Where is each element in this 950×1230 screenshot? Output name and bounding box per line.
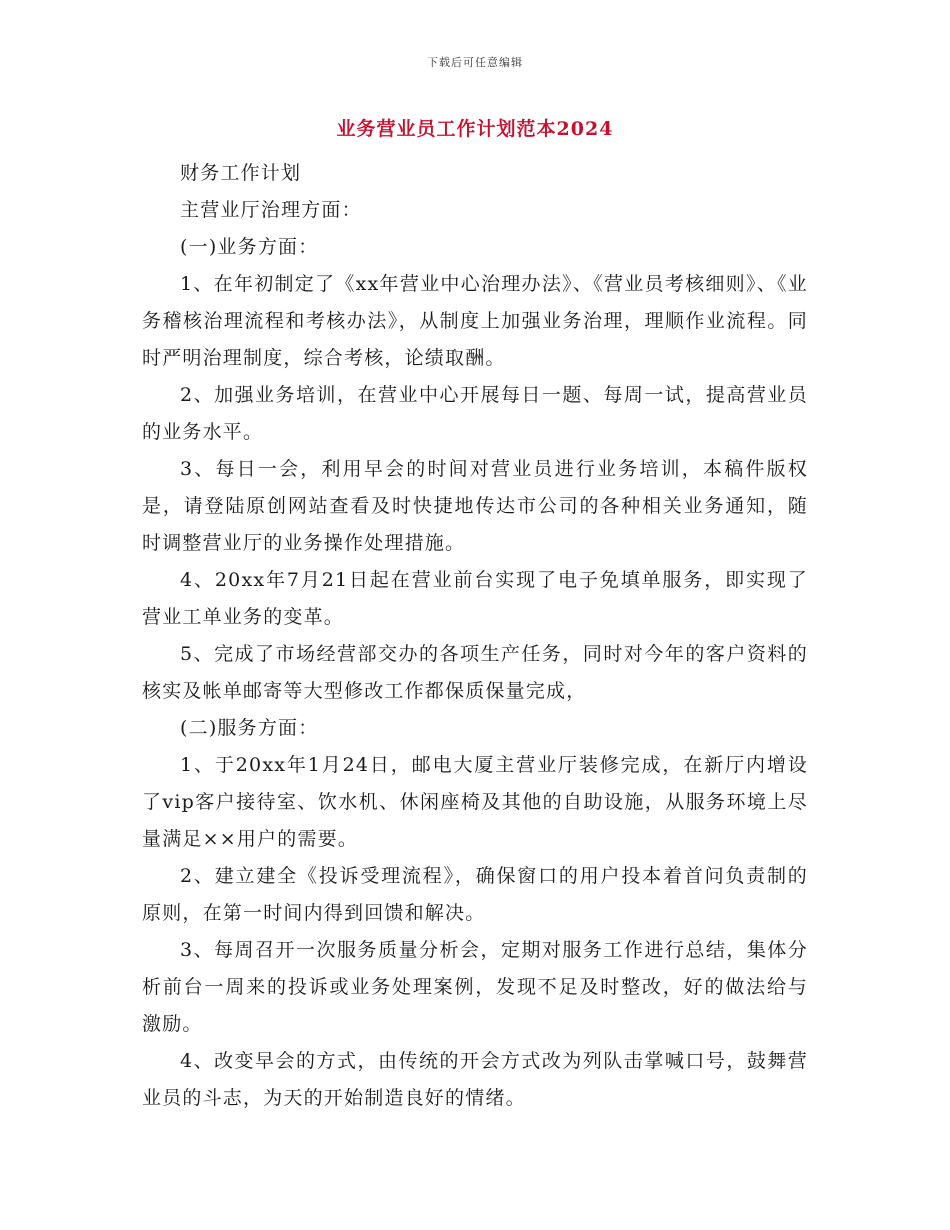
paragraph: 主营业厅治理方面： [180, 199, 362, 221]
paragraph: (二)服务方面： [180, 717, 319, 739]
document-body [142, 155, 808, 1117]
paragraph: 1、在年初制定了《xx年营业中心治理办法》、《营业员考核细则》、《业务稽核治理流程和考核办法》，从制度上加强业务治理，理顺作业流程。同时严明治理制度，综合考核，论绩取酬。 [142, 273, 808, 369]
paragraph: 4、20xx年7月21日起在营业前台实现了电子免填单服务，即实现了营业工单业务的变革。 [142, 569, 808, 628]
paragraph: 3、每日一会，利用早会的时间对营业员进行业务培训，本稿件版权是，请登陆原创网站查看及时快捷地传达市公司的各种相关业务通知，随时调整营业厅的业务操作处理措施。 [142, 458, 808, 554]
paragraph: 5、完成了市场经营部交办的各项生产任务，同时对今年的客户资料的核实及帐单邮寄等大型修改工作都保质保量完成， [142, 643, 808, 702]
header-note: 下载后可任意编辑 [427, 56, 523, 69]
paragraph: 4、改变早会的方式，由传统的开会方式改为列队击掌喊口号，鼓舞营业员的斗志，为天的开始制造良好的情绪。 [142, 1050, 808, 1109]
document-title: 业务营业员工作计划范本2024 [336, 118, 614, 140]
paragraph: 2、加强业务培训，在营业中心开展每日一题、每周一试，提高营业员的业务水平。 [142, 384, 808, 443]
paragraph: 1、于20xx年1月24日，邮电大厦主营业厅装修完成，在新厅内增设了vip客户接待室、饮水机、休闲座椅及其他的自助设施，从服务环境上尽量满足××用户的需要。 [142, 754, 808, 850]
paragraph: 财务工作计划 [180, 162, 302, 184]
paragraph: 2、建立建全《投诉受理流程》，确保窗口的用户投本着首问负责制的原则，在第一时间内得到回馈和解决。 [142, 865, 808, 924]
paragraph: 3、每周召开一次服务质量分析会，定期对服务工作进行总结，集体分析前台一周来的投诉或业务处理案例，发现不足及时整改，好的做法给与激励。 [142, 939, 808, 1035]
paragraph: (一)业务方面： [180, 236, 319, 258]
